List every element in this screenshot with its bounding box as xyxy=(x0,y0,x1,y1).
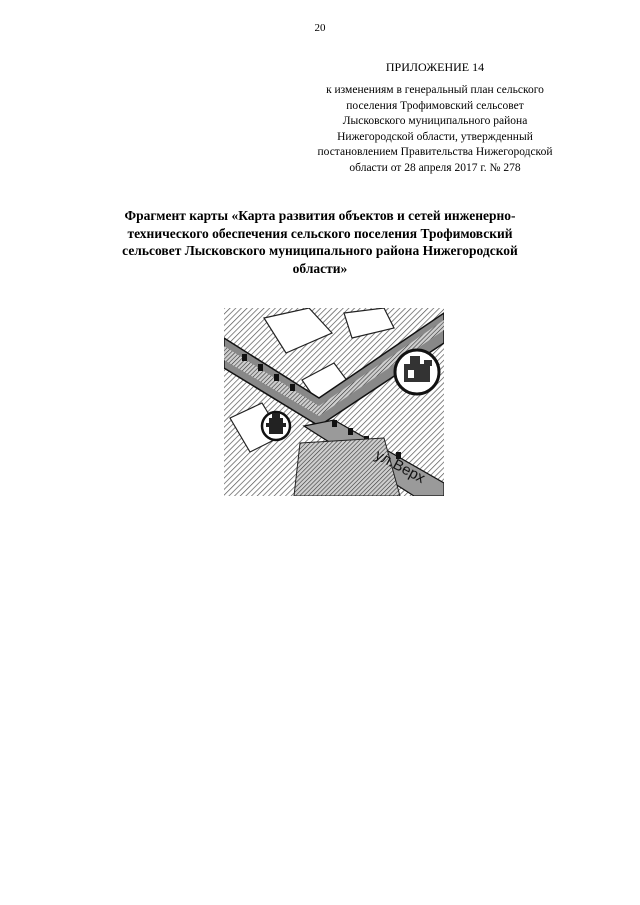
appendix-block xyxy=(300,60,570,176)
street-label: ул.Верх xyxy=(372,446,428,487)
appendix-line: поселения Трофимовский сельсовет xyxy=(346,99,524,112)
appendix-line: области от 28 апреля 2017 г. № 278 xyxy=(349,161,521,174)
appendix-line: постановлением Правительства Нижегородской xyxy=(317,146,553,158)
heading-line: технического обеспечения сельского поселения Трофимовский xyxy=(127,225,513,241)
appendix-line: Лысковского муниципального района xyxy=(342,115,528,127)
fire-hydrant-icon xyxy=(262,412,290,440)
document-heading xyxy=(90,207,550,277)
appendix-title: ПРИЛОЖЕНИЕ 14 xyxy=(385,60,485,74)
page-number: 20 xyxy=(314,22,326,34)
heading-line: сельсовет Лысковского муниципального района Нижегородской xyxy=(122,243,518,258)
heading-line: Фрагмент карты «Карта развития объектов и сетей инженерно- xyxy=(124,208,516,223)
map-fragment xyxy=(224,308,444,496)
appendix-line: Нижегородской области, утвержденный xyxy=(337,130,533,143)
appendix-line: к изменениям в генеральный план сельского xyxy=(326,84,544,96)
water-pumping-station-icon xyxy=(395,350,439,394)
heading-line: области» xyxy=(292,260,348,276)
